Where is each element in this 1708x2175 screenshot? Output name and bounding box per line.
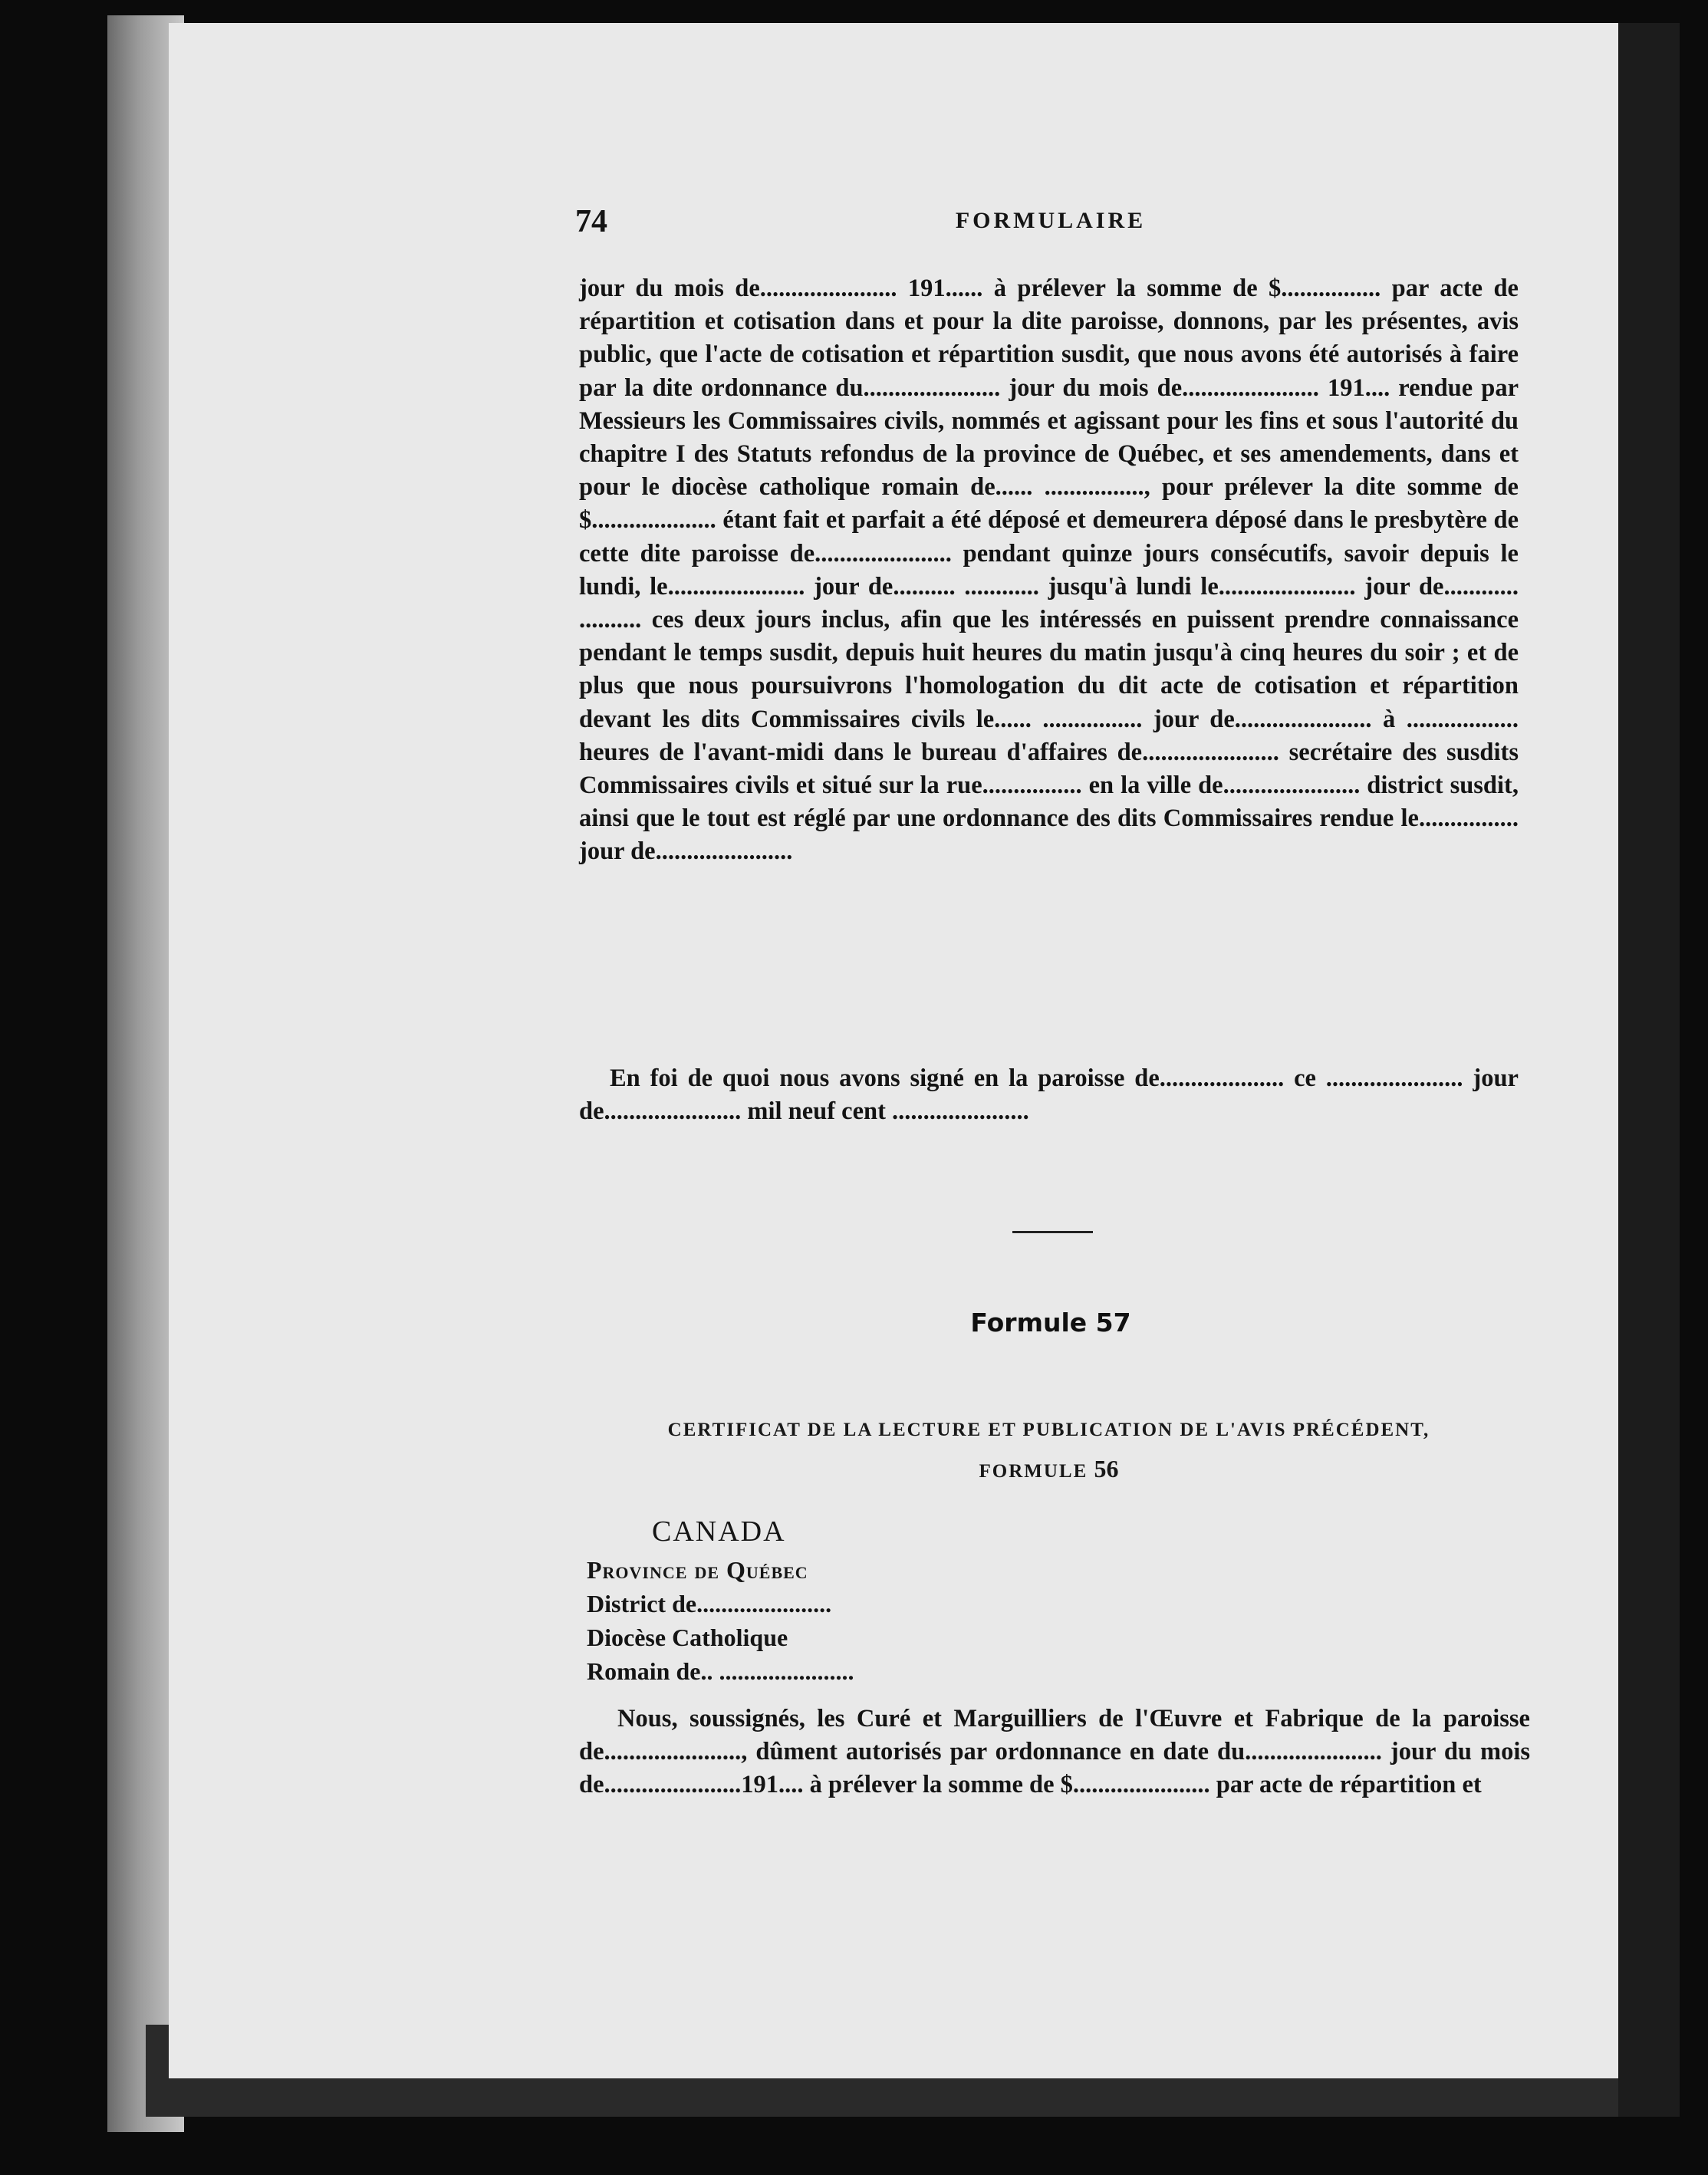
notice-body	[579, 272, 1519, 869]
page-header	[575, 203, 1526, 249]
signature-clause	[579, 1062, 1519, 1128]
certificate-body	[579, 1703, 1530, 1802]
romain-line: Romain de.. ......................	[587, 1657, 854, 1685]
form-subtitle-label: FORMULE	[979, 1461, 1088, 1482]
running-title: FORMULAIRE	[955, 208, 1147, 233]
section-divider	[1012, 1231, 1093, 1233]
district-line: District de......................	[587, 1590, 832, 1617]
province-line: Province de Québec	[587, 1556, 808, 1584]
certificate-paragraph: Nous, soussignés, les Curé et Marguilliers de l'Œuvre et Fabrique de la paroisse de......................, dûment autorisés par ordonnance en date du...................... jour du mois de......................191.... à prélever la somme de $...................... par acte de répartition et	[579, 1705, 1530, 1798]
book-cover-right	[1618, 23, 1680, 2117]
page-number: 74	[575, 204, 607, 239]
form-subtitle-line2	[579, 1449, 1519, 1491]
country-heading: CANADA	[652, 1515, 786, 1548]
form-title: Formule 57	[970, 1308, 1131, 1338]
diocese-line: Diocèse Catholique	[587, 1624, 788, 1651]
form-subtitle-line1: CERTIFICAT DE LA LECTURE ET PUBLICATION DE L'AVIS PRÉCÉDENT,	[667, 1420, 1430, 1440]
signature-paragraph: En foi de quoi nous avons signé en la paroisse de.................... ce ...................... jour de...................... mil neuf cent ......................	[579, 1064, 1519, 1125]
jurisdiction-block	[587, 1553, 1124, 1688]
form-subtitle-number: 56	[1094, 1455, 1119, 1482]
notice-paragraph: jour du mois de...................... 191...... à prélever la somme de $................ par acte de répartition et cotisation dans et pour la dite paroisse, donnons, par les présentes, avis public, que l'acte de cotisation et répartition susdit, que nous avons été autorisés à faire par la dite ordonnance du...................... jour du mois de...................... 191.... rendue par Messieurs les Commissaires civils, nommés et agissant pour les fins et sous l'autorité du chapitre I des Statuts refondus de la province de Québec, et ses amendements, dans et pour le diocèse catholique romain de...... ................, pour prélever la dite somme de $.................... étant fait et parfait a été déposé et demeurera déposé dans le presbytère de cette dite paroisse de...................... pendant quinze jours consécutifs, savoir depuis le lundi, le...................... jour de.......... ............ jusqu'à lundi le...................... jour de............ .......... ces deux jours inclus, afin que les intéressés en puissent prendre connaissance pendant le temps susdit, depuis huit heures du matin jusqu'à cinq heures du soir ; et de plus que nous poursuivrons l'homologation du dit acte de cotisation et répartition devant les dits Commissaires civils le...... ................ jour de...................... à .................. heures de l'avant-midi dans le bureau d'affaires de...................... secrétaire des susdits Commissaires civils et situé sur la rue................ en la ville de...................... district susdit, ainsi que le tout est réglé par une ordonnance des dits Commissaires rendue le................ jour de......................	[579, 275, 1519, 866]
form-subtitle	[579, 1411, 1519, 1491]
